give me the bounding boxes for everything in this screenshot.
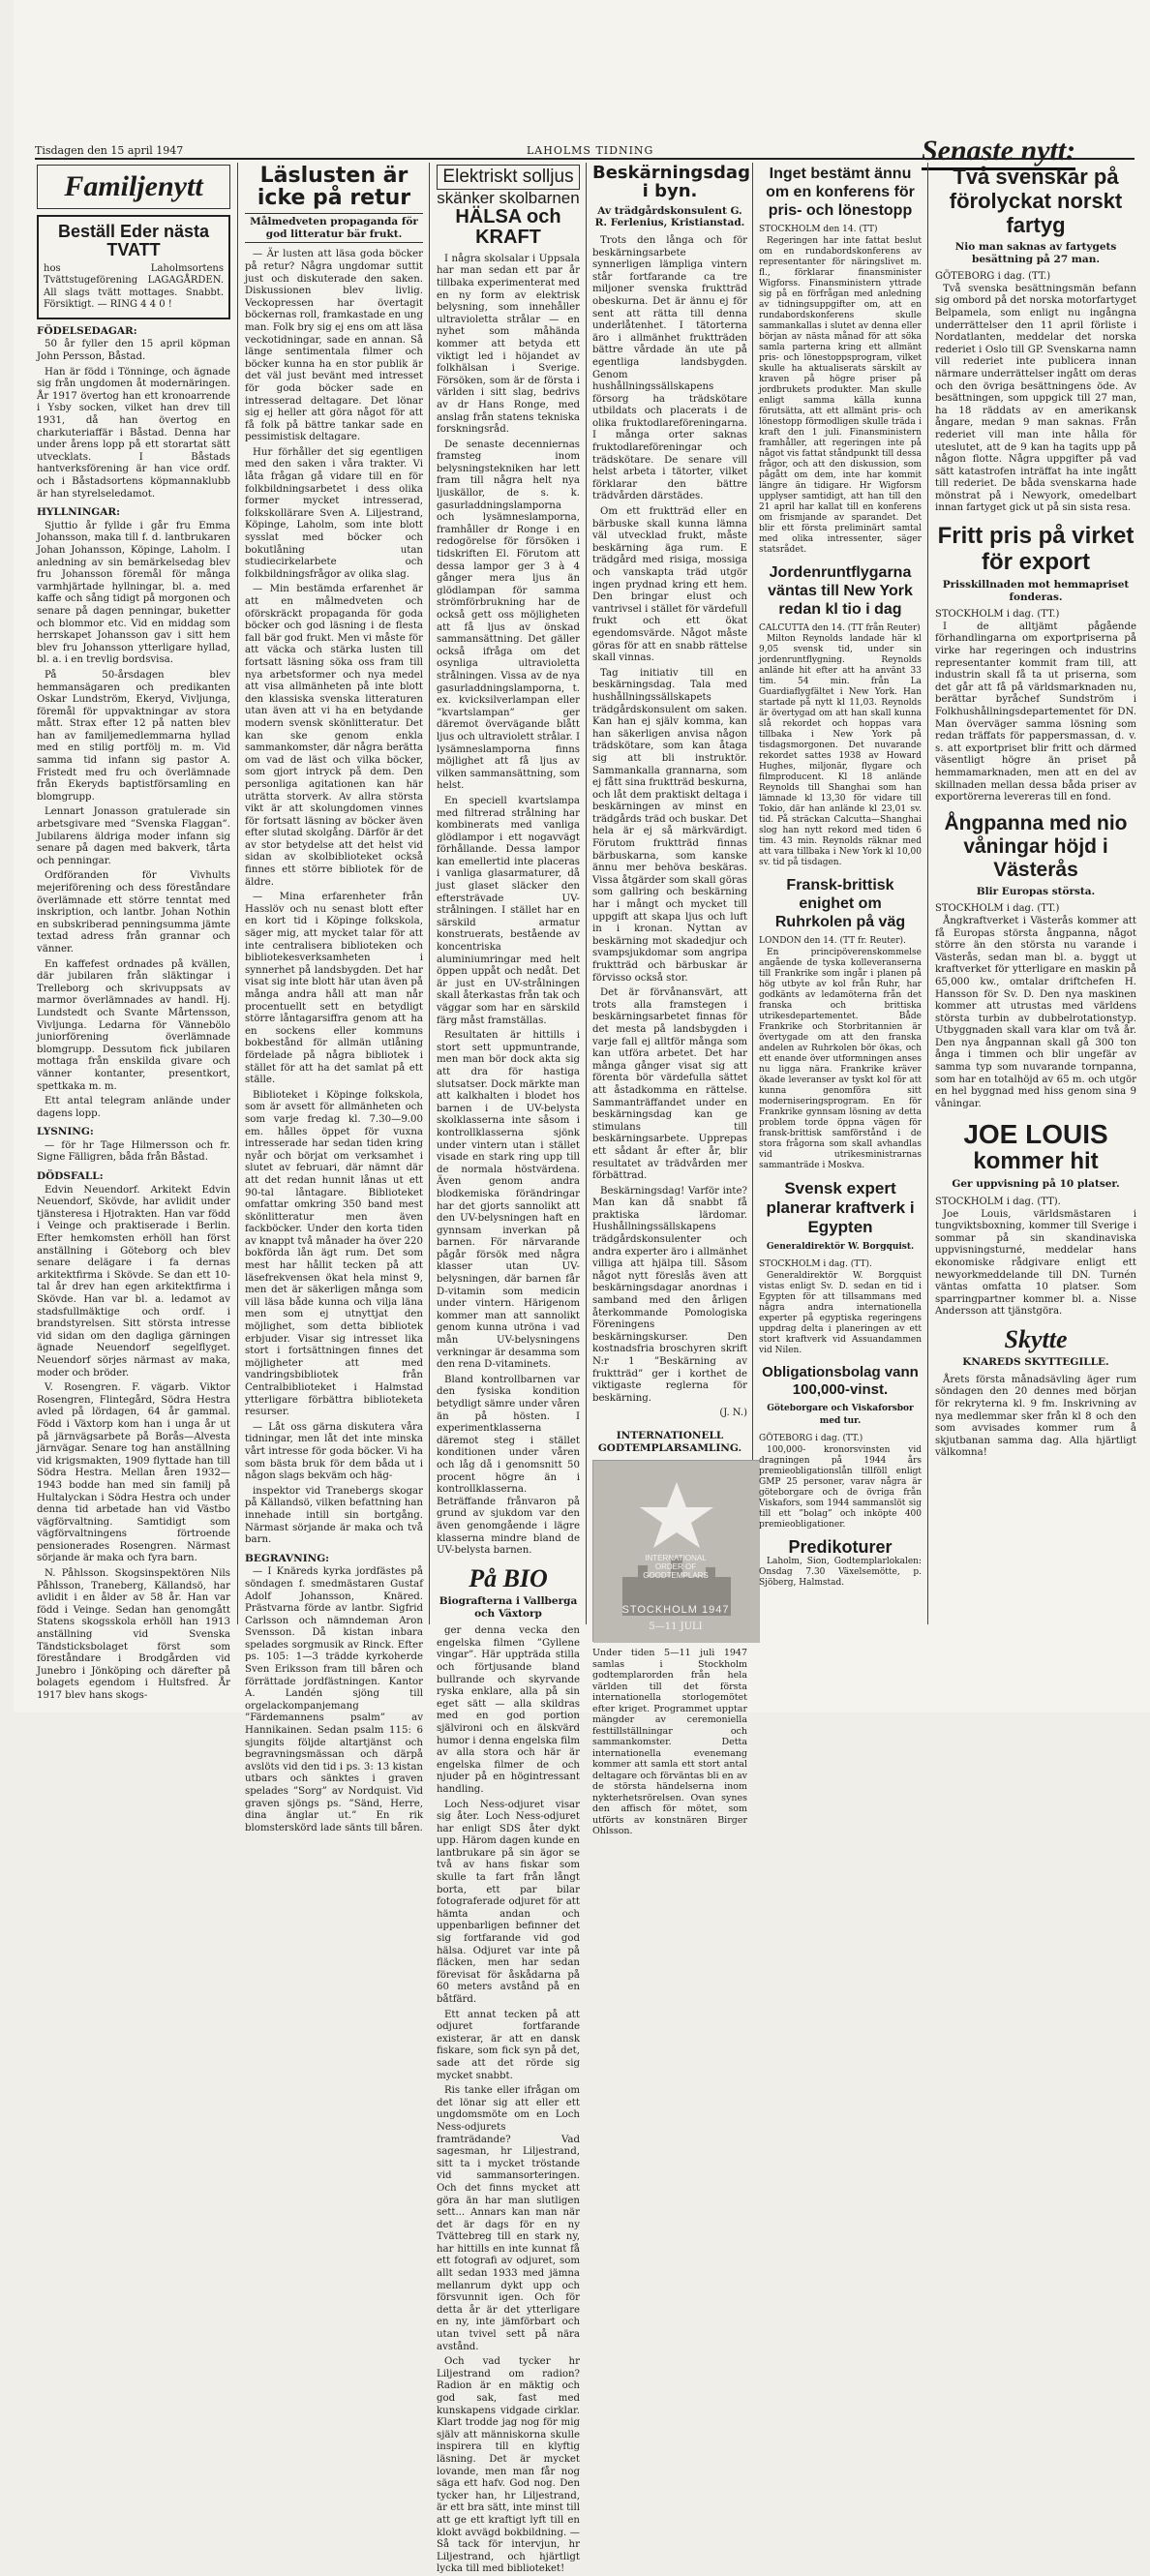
- latest-news-banner: Senaste nytt:: [922, 135, 1075, 170]
- article-paragraph: Beskärningsdag! Varför inte? Man kan då snabbt få praktiska lärdomar. Hushållningssällskapens trädgårdskonsulenter och andra experter äro i allmänhet villiga att hjälpa till. Såsom något nytt föreslås även att beskärningsdagar anordnas i samband med den årligen återkommande Pomologiska Föreningens beskärningskurser. Den kostnadsfria broschyren skrift N:r 1 ”Beskärning av fruktträd” ger i korthet de viktigaste reglerna för beskärning.: [592, 1185, 747, 1404]
- ruhr-coal-headline: Fransk-brittisk enighet om Ruhrkolen på väg: [774, 877, 906, 931]
- tribute-paragraph: Ett antal telegram anlände under dagens lopp.: [37, 1096, 230, 1119]
- newspaper-name: LAHOLMS TIDNING: [527, 144, 654, 157]
- article-paragraph: Bland kontrollbarnen var den fysiska kondition betydligt sämre under våren än på hösten. I experimentklasserna däremot steg i stället konditionen under våren och låg då i genomsnitt 50 procent högre än i kontrollklasserna. Beträffande frånvaron på grund av sjukdom var den även genomgående i lägre klasserna mindre bland de UV-belysta barnen.: [437, 1374, 580, 1557]
- news-text: I de alltjämt pågående förhandlingarna om exportpriserna på virke har regeringen och industrins representanter kommit fram till, att industrin skall få ta ut priserna, som det går att få på världsmarknaden nu, berättar byråchef Sundström i Folkhushållningsdepartementet för DN. Man överväger samma lösning som redan träffats för pappersmassan, d. v. s. att exportpriset blir fritt och därmed väsentligt högre än priset på hemmamarknaden, men att en del av skillnaden mellan dessa båda priser av exportörerna levereras till en fond.: [935, 621, 1136, 803]
- goodtemplar-poster: [592, 1460, 759, 1642]
- ship-loss-subhead: Nio man saknas av fartygets besättning på 27 man.: [954, 241, 1117, 265]
- dateline: STOCKHOLM i dag. (TT).: [759, 1259, 872, 1270]
- family-news-title: Familjenytt: [37, 165, 230, 209]
- death-notice: V. Rosengren. F. vägarb. Viktor Rosengren, Flintegård, Södra Hestra avled på lördagen, 64 år gammal. Född i Växtorp kom han i unga år ut på järnvägsarbete på Borås—Alvesta järnvägar. Senare tog han anställning vid krigsmakten, 1909 flyttade han till Södra Hestra. Mellan åren 1932—1943 bodde han med sin familj på Hultalyckan i Södra Hestra och under denna tid arbetade han vid Västbo vägförvaltning. Samtidigt som vägförvaltningens förtroende pensionerades Rosengren. Närmast sörjande är maka och fyra barn.: [37, 1382, 230, 1564]
- column-divider: [586, 163, 587, 1624]
- column-divider: [752, 163, 753, 1624]
- article-paragraph: — Mina erfarenheter från Hasslöv och nu senast blott efter en kort tid i Köpinge folkskola, säger mig, att mycket talar för att inte centralisera biblioteken och bibliotekesverksamheten i synnerhet på landsbygden. Det har visat sig inte blott här utan även på många andra håll att man når procentuellt sett en betydligt större låntagarsiffra genom att ha en sockens eller kommuns bokbestånd för allmän utlåning fördelade på några bibliotek i stället för att ha det samlat på ett ställe.: [245, 892, 423, 1086]
- sunlight-headline-3: HÄLSA och KRAFT: [455, 205, 561, 248]
- pruning-headline: Beskärningsdag i byn.: [592, 163, 750, 201]
- issue-date: Tisdagen den 15 april 1947: [35, 144, 184, 157]
- joe-louis-headline-2: kommer hit: [973, 1148, 1099, 1175]
- poster-text: GOODTEMPLARS: [643, 1571, 709, 1581]
- dateline: GÖTEBORG i dag. (TT.): [759, 1434, 863, 1444]
- article-paragraph: En speciell kvartslampa med filtrerad strålning har kombinerats med vanliga glödlampor i ett nogavvägt förhållande. Dessa lampor kan emellertid inte placeras i vanliga glasarmaturer, då just glaset släcker den eftersträvade UV-strålningen. I stället har en särskild armatur konstruerats, bestående av koncentriska aluminiumringar med helt öppen uppåt och nedåt. Det är just en UV-strålningen skall återkastas från tak och väggar som har en särskild färg måst framställas.: [437, 795, 580, 1026]
- boiler-headline: Ångpanna med nio våningar höjd i Västerås: [944, 811, 1128, 881]
- newspaper-page: [14, 0, 1150, 2575]
- article-paragraph: Tag initiativ till en beskärningsdag. Tala med hushållningssällskapets trädgårdskonsulent om saken. Kan han ej själv komma, kan han säkerligen anvisa någon trädskötare, som kan åtaga sig att bli instruktör. Sammankalla grannarna, som ej fått sina fruktträd beskurna, och låt dem praktiskt deltaga i beskärningen av minst en trädgårds träd och buskar. Det hela är ej så märkvärdigt. Förutom fruktträd finnas bärbuskarna, som kanske ännu mer behöva beskäras. Vissa åtgärder som skall göras som gallring och beskärning har i mångt och mycket till uppgift att skapa ljus och luft in i kronan. Nyttan av beskärning mot skadedjur och svampsjukdomar som angripa fruktträd och bärbuskar är förvisso också stor.: [592, 667, 747, 984]
- tributes-heading: HYLLNINGAR:: [37, 506, 121, 519]
- funeral-heading: BEGRAVNING:: [245, 1552, 330, 1564]
- news-text: Regeringen har inte fattat beslut om en rundabordskonferens av representanter för näringslivet m. fl., förklarar finansminister Wigforss. Finansministern yttrade sig på en förfrågan med anledning av tidningsuppgifter om, att en rundabordskonferens skulle sammankallas i slutet av denna eller början av nästa månad för att söka samla parterna kring ett allmänt pris- och lönestoppsprogram, vilket skulle ha aktualiserats särskilt av kraven på högre priser på jordbrukets produkter. Man skulle enligt samma källa kunna förutsätta, att ett allmänt pris- och lönestopp förmodligen skulle träda i kraft den 1 juli. Finansministern framhåller, att regeringen inte på något vis fattat ståndpunkt till dessa frågor, och att den diskussion, som pågått om dem, inte har kommit längre än tidigare. Hr Wigforsm upplyser samtidigt, att han till den 21 april har kallat till en konferens om frismjande av sparandet. Det blir ett första preliminärt samtal med olika intressenter, säger statsrådet.: [759, 235, 922, 555]
- ship-loss-headline: Två svenskar på förolyckat norskt fartyg: [949, 165, 1123, 237]
- dateline: LONDON den 14. (TT fr. Reuter).: [759, 936, 906, 947]
- birthdays-heading: FÖDELSEDAGAR:: [37, 324, 137, 337]
- boiler-subhead: Blir Europas största.: [976, 885, 1096, 897]
- poster-text: INTERNATIONAL: [645, 1554, 707, 1563]
- joe-louis-subhead: Ger uppvisning på 10 platser.: [952, 1178, 1120, 1191]
- news-text: Två svenska besättningsmän befann sig ombord på det norska motorfartyget Belpamela, som enligt nu ingångna underrättelser den 11 april förliste i Nordatlanten, meddelar det norska rederiet i Oslo till GP. Svenskarna namn vill rederiet inte publicera innan närmare underrättelser ingått om deras och den övriga besättningens öde. Av besättningen, som uppgick till 27 man, ha 18 räddats av en amerikansk ångare, medan 9 man saknas. Från rederiet vill man inte hålla för uteslutet, att de 9 kan ha tagits upp på någon flotte. Några uppgifter på vad sätt katastrofen inträffat ha inte ingått till rederiet. De båda svenskarna hade mönstrat på i Newyork, omedelbart innan fartyget gick ut på sin sista resa.: [935, 283, 1136, 514]
- column-divider: [927, 163, 928, 1624]
- dateline: CALCUTTA den 14. (TT från Reuter): [759, 622, 921, 633]
- cinema-paragraph: Ris tanke eller ifrågan om det lönar sig att eller ett ungdomsmöte om en Loch Ness-odjurets framträdande? Vad sagesman, hr Liljestrand, sitt ta i mycket tröstande vid sammansorteringen. Och det finns mycket att göra än har man slutligen sett... Annars kan man när det är dags för en ny Tvättebreg till en stark ny, har hittills en inte kunnat få ett fotografi av odjuret, som allt sedan 1933 med jämna mellanrum dykt upp och försvunnit igen. Och för detta år är det ytterligare en ny, inte jämförbart och utan tvivel sett på nära avstånd.: [437, 2085, 580, 2352]
- round-world-flight-headline: Jordenruntflygarna väntas till New York redan kl tio i dag: [768, 563, 913, 618]
- price-stop-headline: Inget bestämt ännu om en konferens för pris- och lönestopp: [766, 166, 915, 219]
- column-family-news: [37, 165, 230, 1701]
- column-reading-article: [245, 164, 423, 1834]
- cinema-headline: På BIO: [469, 1563, 548, 1592]
- column-latest-news: [935, 165, 1136, 1626]
- banns-paragraph: — för hr Tage Hilmersson och fr. Signe Fälligren, båda från Båstad.: [37, 1139, 230, 1164]
- poster-city: STOCKHOLM 1947: [621, 1604, 730, 1617]
- column-divider: [429, 163, 430, 1624]
- tribute-paragraph: Ordföranden för Vivhults mejeriförening och dess föreståndare överlämnade ett större tenntat med inskription, och lantbr. Johan Nothin en subskriberad penningsumma jämte textad adress från grannar och vänner.: [37, 870, 230, 955]
- banns-heading: LYSNING:: [37, 1126, 94, 1138]
- bond-win-headline: Obligationsbolag vann 100,000-vinst.: [762, 1363, 919, 1398]
- article-paragraph: inspektor vid Tranebergs skogar på Källandsö, vilken befattning han innehade intill sin bortgång. Närmast sörjande är maka och två barn.: [245, 1485, 423, 1546]
- laundry-ad: [37, 215, 230, 319]
- article-paragraph: Det är förvånansvärt, att trots alla framstegen i beskärningsarbetet finnas för det mesta på landsbygden i varje fall ej alltför många som kan utföra arbetet. Det har många gånger visat sig att förenta bör värdefulla sättet att åstadkomma en rättelse. Sammanträffandet under en beskärningsdag kan ge stimulans till beskärningsarbete. Upprepas ett sådant år efter år, blir resultatet av trädvården mer förbättrad.: [592, 987, 747, 1182]
- cinema-paragraph: Och vad tycker hr Liljestrand om radion? Radion är en mäktig och god sak, fast med kunskapens vidgade cirklar. Klart trodde jag nog för mig själv att människorna skulle inspirera till en klyftig läsning. Det är mycket lovande, men man får nog säga ett hafv. God nog. Den tycker han, hr Liljestrand, är ett bra sätt, inte minst till att ge ett kraftigt lyft till en klokt avvägd bokbildning. — Så tack för intervjun, hr Liljestrand, och hjärtligt lycka till med biblioteket!: [437, 2356, 580, 2575]
- timber-price-headline: Fritt pris på virket för export: [937, 523, 1135, 576]
- article-paragraph: Biblioteket i Köpinge folkskola, som är avsett för allmänheten och som varje fredag kl. 7.30—9.00 em. hålles öppet för vuxna intresserade har sedan tiden kring nyår och börjat om verksamhet i slutet av februari, där nämnt där att det redan hunnit lånas ut ett 90-tal låntagare. Biblioteket omfattar omkring 350 band mest skönlitteratur men även fackböcker. Under den korta tiden av knappt två månader ha över 220 bokförda lån ägt rum. Det som mest har hållit tecken på att läsefrekvensen ökat hela minst 9, men det är säkerligen många som vill läsa både kunna och vilja läna men som ej utnyttjat den möjlighet, som detta bibliotek erbjuder. Visar sig intresset lika stort i fortsättningen finnes det möjligheter att med vandringsbibliotek från Centralbiblioteket i Halmstad ytterligare förbättra biblioteketa resurser.: [245, 1089, 423, 1418]
- sunlight-headline-2: skänker skolbarnen: [437, 188, 580, 207]
- sunlight-headline-1: Elektriskt solljus: [437, 165, 580, 190]
- joe-louis-headline: JOE LOUIS: [963, 1119, 1108, 1150]
- dateline: STOCKHOLM den 14. (TT): [759, 225, 878, 234]
- tribute-paragraph: Sjuttio år fyllde i går fru Emma Johansson, maka till f. d. lantbrukaren Johan Johansson, Köpinge, Laholm. I anledning av sin bemärkelsedag blev fru Johansson föremål för många varmhjärtade hyllningar, bl. a. med kaffe och sång tidigt på morgonen och senare på dagen penningar, buketter och blommor etc. Vid en middag som herrskapet Johansson gav i sitt hem blev fru Johansson ytterligare hyllad, bl. a. i en trevlig bordsvisa.: [37, 520, 230, 666]
- poster-text: ORDER OF: [654, 1562, 697, 1572]
- cinema-subhead: Biografterna i Vallberga och Växtorp: [439, 1595, 578, 1620]
- shooting-subhead: KNAREDS SKYTTEGILLE.: [962, 1356, 1109, 1369]
- laundry-ad-text: hos Laholmsortens Tvättstugeförening LAGAGÅRDEN. All slags tvätt mottages. Snabbt. Försiktigt. — RING 4 4 0 !: [44, 262, 224, 311]
- column-news-briefs: [759, 165, 922, 1626]
- cinema-paragraph: Ett annat tecken på att odjuret fortfarande existerar, är att en dansk fiskare, som fick syn på det, sade att det rörde sig mycket snabbt.: [437, 2009, 580, 2081]
- bond-win-subhead: Göteborgare och Viskaforsbor med tur.: [767, 1403, 914, 1426]
- timber-price-subhead: Prisskillnaden mot hemmapriset fonderas.: [942, 579, 1130, 603]
- birthday-paragraph: 50 år fyller den 15 april köpman John Persson, Båstad.: [37, 339, 230, 363]
- news-text: Laholm, Sion, Godtemplarlokalen: Onsdag 7.30 Växelsemötte, p. Sjöberg, Halmstad.: [759, 1556, 922, 1588]
- tribute-paragraph: En kaffefest ordnades på kvällen, där jubilaren från släktingar i Trelleborg och skrivuppsats av marmor överlämnades av handl. Hj. Lundstedt och Svante Mårtensson, Vivljunga. Ledarna för Vännebölo juniorförening överlämnade blomgrupp. Dessutom fick jubilaren mottaga från enskilda givare och vänner kontanter, presentkort, spettkaka m. m.: [37, 958, 230, 1092]
- news-text: Joe Louis, världsmästaren i tungviktsboxning, kommer till Sverige i sommar på sin skandinaviska uppvisningsturné, meddelar hans ekonomiske rådgivare enligt ett newyorkmeddelande till DN. Turnén väntas omfatta 10 platser. Som sparringpartner kommer bl. a. Nisse Andersson att tjänstgöra.: [935, 1208, 1136, 1318]
- reading-headline: Läslusten är icke på retur: [257, 164, 411, 211]
- egypt-expert-subhead: Generaldirektör W. Borgquist.: [766, 1241, 915, 1252]
- laundry-ad-headline: Beställ Eder nästa TVATT: [57, 221, 210, 259]
- article-paragraph: — Min bestämda erfarenhet är att en målmedveten och oförskräckt propaganda för goda böcker och god läsning i de flesta fall bär god frukt. Men vi måste för att väcka och stärka lusten till fortsatt läsning söka oss fram till nya arbetsformer och nya medel att visa allmänheten på inte blott den klassiska svenska litteraturen utan även att vi ha en betydande modern svensk skönlitteratur. Det kan ske genom enkla sammankomster, där några berätta om vad de läst och vilka böcker, som gjort intryck på dem. Den personliga agitationen kan här uträtta storverk. Av allra största vikt är att skolungdomen vinnes för fortsatt läsning av böcker även efter slutad skolgång. Därför är det av stor betydelse att det helst vid sidan av skolbiblioteket också finnes ett större bibliotek för de äldre.: [245, 584, 423, 888]
- tribute-paragraph: På 50-årsdagen blev hemmansägaren och predikanten Oskar Lundström, Ekeryd, Vivljunga, föremål för uppvaktningar av stora mått. Strax efter 12 på natten blev han av familjemedlemmarna hyllad med en stilig portfölj m. m. Vid samma tid infann sig pastor A. Fristedt med fru och överlämnade från Ekeryds baptistförsamling en blomgrupp.: [37, 669, 230, 803]
- news-text: Generaldirektör W. Borgquist vistas enligt Sv. D. sedan en tid i Egypten för att tillsammans med några andra internationella experter på egyptiska regeringens uppdrag delta i planeringen av ett stort kraftverk vid Assuandammen vid Nilen.: [759, 1270, 922, 1355]
- egypt-expert-headline: Svensk expert planerar kraftverk i Egypten: [766, 1178, 915, 1236]
- funeral-paragraph: — I Knäreds kyrka jordfästes på söndagen f. smedmästaren Gustaf Adolf Johansson, Knäred. Prästvarna förde av lantbr. Sigfrid Carlsson och nämndeman Aron Svensson. Då kistan inbara spelades sorgmusik av Rinck. Efter ps. 105: 1—3 trädde kyrkoherde Sven Eriksson fram till båren och förrättade jordfästningen. Kantor A. Landén sjöng till orgelackompanjemang ”Färdemannens psalm” av Hannikainen. Sedan psalm 115: 6 sjungits följde altartjänst och begravningsmässan och därpå avslöts vid den tid i ps. 3: 13 kistan utbars och sänktes i graven spelades ”Sorg” av Nordquist. Vid graven sjöngs ps. ”Sänd, Herre, dina änglar ut.” En rik blomsterskörd lade sänts till båren.: [245, 1566, 423, 1834]
- goodtemplar-heading: INTERNATIONELL GODTEMPLARSAMLING.: [597, 1429, 742, 1454]
- cinema-paragraph: ger denna vecka den engelska filmen ”Gyllene vingar”. Här uppträda stilla och förtjusande bland bullrande och skyrvande ryska enklare, alla på sin eget sätt — alla skildras med en god portion självironi och en älskvärd humor i denna engelska film av alla stora och här är engelska filmer de och njuder på en högintressant handling.: [437, 1625, 580, 1795]
- column-sunlight-article: [437, 165, 580, 2575]
- news-text: Milton Reynolds landade här kl 9,05 svensk tid, under sin jordenruntflygning. Reynolds anlände hit efter att ha använt 33 tim. 54 min. från La Guardiaflygfältet i New York. Han startade på nytt kl 11,03. Reynolds är övertygad om att han skall kunna slå rekordet och hoppas vara tillbaka i New York på tisdagsmorgonen. Det nuvarande rekordet sattes 1938 av Howard Hughes, miljonär, flygare och filmproducent. Kl 18 anlände Reynolds till Shanghai som han lämnade kl 13,30 för vidare till Tokio, där han anlände kl 23,01 sv. tid. På sträckan Calcutta—Shanghai slog han nytt rekord med tiden 6 tim. 43 min. Reynolds räknar med att vara tillbaka i New York kl 10,00 sv. tid på tisdagen.: [759, 634, 922, 868]
- article-paragraph: Om ett fruktträd eller en bärbuske skall kunna lämna väl utvecklad frukt, måste beskärning äga rum. E trädgård med risiga, mossiga och vanskapta träd utgör ingen prydnad kring ett hem. Den bringar elust och vantrivsel i stället för värdefull frukt och ett ökat egendomsvärde. Något måste göras för att en snabb rättelse skall vinnas.: [592, 506, 748, 664]
- article-paragraph: — Låt oss gärna diskutera våra tidningar, men låt det inte minska vårt intresse för goda böcker. Vi ha som bästa bruk för dem båda ut i någon slags bekväm och häg-: [245, 1421, 423, 1482]
- dateline: STOCKHOLM i dag. (TT.): [935, 903, 1060, 915]
- news-text: Ångkraftverket i Västerås kommer att få Europas största ångpanna, något större än den största nu varande i Västerås, sedan man bl. a. byggt ut kraftverket för ytterligare en maskin på 65,000 kw., omtalar driftchefen H. Hansson för Sv. D. Den nya maskinen kommer att utrustas med världens största turbin av dubbelrotationstyp. Utbyggnaden skall vara klar om två år. Den nya ångpannan skall gå 300 ton ånga i timmen och blir ungefär av samma typ som nuvarande tornpanna, som har en totalhöjd av 65 m. och utgör en hel byggnad med hiss genom sina 9 våningar.: [935, 915, 1136, 1109]
- shooting-headline: Skytte: [1004, 1324, 1068, 1353]
- article-paragraph: Trots den långa och för beskärningsarbete synnerligen lämpliga vintern står fortfarande ca tre miljoner svenska fruktträd obeskurna. Det är ännu ej för sent att rätta till denna underlåtenhet. I tätorterna äro i allmänhet fruktträden bättre vårdade än ute på egentliga landsbygden. Genom hushållningssällskapens försorg ha trädskötare utbildats och placerats i de olika fruktodlareföreningarna. I många orter saknas fruktodlareföreningar och trädskötare. De senare vill helst arbeta i tätorter, vilket förklarar den bättre trädvården därstädes.: [592, 234, 747, 502]
- sermons-headline: Predikoturer: [788, 1536, 893, 1557]
- reading-subhead: Målmedveten propaganda för god litteratur bär frukt.: [245, 213, 423, 243]
- pruning-byline: Av trädgårdskonsulent G. R. Ferlenius, Kristianstad.: [594, 204, 745, 229]
- deaths-heading: DÖDSFALL:: [37, 1170, 104, 1183]
- poster-caption: Under tiden 5—11 juli 1947 samlas i Stockholm godtemplarorden från hela världen till det första internationella storlogemötet efter kriget. Programmet upptar mängder av ceremoniella festtillställningar och sammankomster. Detta internationella evenemang kommer att samla ett stort antal deltagare och förväntas bli en av de största händelserna inom nykterhetsrörelsen. Ovan synes den affisch för mötet, som utförts av konstnären Birger Ohlsson.: [592, 1648, 747, 1837]
- cinema-paragraph: Loch Ness-odjuret visar sig åter. Loch Ness-odjuret har enligt SDS åter dykt upp. Härom dagen kunde en lantbrukare på sin ägor se två av hans fiskar som skulle ta fart från långt borta, ett par bilar fotograferade odjuret för att hämta andan och uppenbarligen befinner det sig fortfarande vid god hälsa. Odjuret var inte på fläcken, men har sedan förevisat för åskådarna på 60 meters avstånd på en båtfärd.: [437, 1799, 580, 2006]
- column-pruning-article: [592, 163, 750, 1837]
- dateline: STOCKHOLM i dag. (TT.): [935, 609, 1060, 621]
- article-paragraph: De senaste decenniernas framsteg inom belysningstekniken har lett fram till några helt nya ljuskällor, de s. k. gasurladdningslamporna och lysämneslamporna, framhåller dr Ronge i en redogörelse för försöken i tidskriften El. Förutom att dessa lampor ger 3 à 4 gånger mera ljus än glödlampan för samma strömförbrukning har de också gett oss möjligheten att få ljus av önskad sammansättning. Det gäller också ifråga om det osynliga ultravioletta strålningen. Vissa av de nya gasurladdningslamporna, t. ex. kvicksilverlampan eller ”kvartslampan” ger däremot övervägande blått ljus och ultraviolett strålar. I lysämneslamporna finns möjlighet att få ljus av vilken sammansättning, som helst.: [437, 439, 580, 792]
- death-notice: N. Påhlsson. Skogsinspektören Nils Påhlsson, Traneberg, Källandsö, har avlidit i en ålder av 58 år. Han var född i Veinge. Sedan han genomgått Statens skogsskola erhöll han 1913 anställning vid Svenska Tändsticksbolaget först som föreståndare i Brodgården vid Junebro i Jönköping och därefter på bolagets egendom i Hultsfred. År 1917 blev hans skogs-: [37, 1568, 230, 1701]
- dateline: GÖTEBORG i dag. (TT.): [935, 271, 1051, 283]
- top-rule: [35, 158, 1135, 160]
- article-paragraph: Resultaten är hittills i stort sett uppmuntrande, men man bör dock akta sig att dra för hastiga slutsatser. Dock märkte man att kalkhalten i blodet hos barnen i de UV-belysta skolklasserna inte såsom i kontrollklasserna sjönk under vintern utan i stället visade en stark ring upp till de normala höstvärdena. Även genom andra blodkemiska förändringar har det gjorts sannolikt att den UV-belysningen haft en gynnsam inverkan på barnen. För närvarande pågår försök med några klasser utan UV-belysningen, där barnen får D-vitamin som medicin under vintern. Härigenom kommer man att sannolikt genom kunna utröna i vad mån UV-belysningens verkningar är desamma som den rena D-vitaminets.: [437, 1030, 580, 1371]
- article-paragraph: Hur förhåller det sig egentligen med den saken i våra trakter. Vi låta frågan gå vidare till en för folkbildningsarbetet i dess olika former mycket intresserad, folkskollärare Sven A. Liljestrand, Köpinge, Laholm, som inte blott sysslat med böcker och bokutlåning utan studiecirkelarbete och folkbildningsfrågor av olika slag.: [245, 446, 423, 580]
- death-notice: Edvin Neuendorf. Arkitekt Edvin Neuendorf, Skövde, har avlidit under tjänsteresa i Hjotrakten. Han var född i Veinge och praktiserade i Berlin. Efter hemkomsten erhöll han först anställning i Göteborg och blev senare delägare i fa dernas arkitektfirma i Skövde. Se dan ett 10-tal år drev han egen arkitektfirma i Skövde. Han var bl. a. ledamot av stadsfullmäktige och ordf. i brandstyrelsen. Sitt största intresse vid sidan om den dagliga gärningen ägnade Neuendorf segelflyget. Neuendorf sörjes närmast av maka, moder och bröder.: [37, 1184, 230, 1379]
- article-paragraph: — Är lusten att läsa goda böcker på retur? Några ungdomar suttit just och diskuterade den saken. Diskussionen blev livlig. Veckopressen har övertagit böckernas roll, framkastade en ung man. Folk bry sig ej ens om att läsa veckotidningar, sade en annan. Så länge sentimentala filmer och böcker kunna ha en stor publik är det väl just bevänt med intresset för goda böcker sade en intresserad deltagare. Det lönar sig ej heller att göra något för att få folk på bättre tankar sade en pessimistisk deltagare.: [245, 249, 423, 443]
- column-divider: [237, 163, 238, 1624]
- news-text: Årets första månadsävling äger rum söndagen den 20 dennes med början för rekryterna kl. 9 fm. Inskrivning av nya medlemmar sker från kl 8 och den som avvisades kommer rum å skjutbanan samma dag. Alla hjärtligt välkomna!: [935, 1374, 1136, 1459]
- article-signoff: (J. N.): [719, 1408, 747, 1419]
- birthday-paragraph: Han är född i Tönninge, och ägnade sig från ungdomen åt modernäringen. År 1917 övertog han ett kronoarrende i Ysby socken, vilket han drev till 1931, då han övertog en charkuteriaffär i Båstad. Denna har under årens lopp på ett storartat sätt utvecklats. I Båstads hantverksförening är han vice ordf. och i Båstadsortens köpmannaklubb är han styrelseledamot.: [37, 366, 230, 500]
- tribute-paragraph: Lennart Jonasson gratulerade sin arbetsgivare med ”Svenska Flaggan”. Jubilarens äldriga moder infann sig senare på dagen med bakverk, tårta och penningar.: [37, 806, 230, 866]
- news-text: En principöverenskommelse angående de tyska kolleveranserna till Frankrike som ingår i planen på hög utbyte av kol från Ruhr, har godkänts av ledamöterna från det franska och brittiska utrikesdepartementet. Både Frankrike och Storbritannien är övertygade om att den franska andelen av Ruhrkolen bör ökas, och ett enande över utformningen anses nu ligga nära. Frankrike kräver ökade leveranser av tyskt kol för att kunna genomföra sitt moderniseringsprogram. En för Frankrike gynnsam lösning av detta problem torde öppna vägen för fransk-brittisk samförstånd i de stora frågorna som skall avhandlas vid utrikesministrarnas sammanträde i Moskva.: [759, 947, 922, 1170]
- poster-dates: 5—11 JULI: [649, 1621, 703, 1633]
- article-paragraph: I några skolsalar i Uppsala har man sedan ett par år tillbaka experimenterat med en ny form av elektrisk belysning, som innehåller ultravioletta strålar — en nyhet som måhända kommer att betyda ett viktigt led i höjandet av folkhälsan i Sverige. Försöken, som är de första i världen i sitt slag, bedrivs av dr Hans Ronge, med anslag från statens tekniska forskningsråd.: [437, 253, 580, 436]
- news-text: 100,000- kronorsvinsten vid dragningen på 1944 års premieobligationslån tillföll enligt GMP 25 personer, varav några är göteborgare och de övriga från Viskafors, som 1944 sammanslöt sig till ett ”bolag” och inköpte 400 premieobligationer.: [759, 1444, 922, 1530]
- dateline: STOCKHOLM i dag. (TT).: [935, 1197, 1061, 1208]
